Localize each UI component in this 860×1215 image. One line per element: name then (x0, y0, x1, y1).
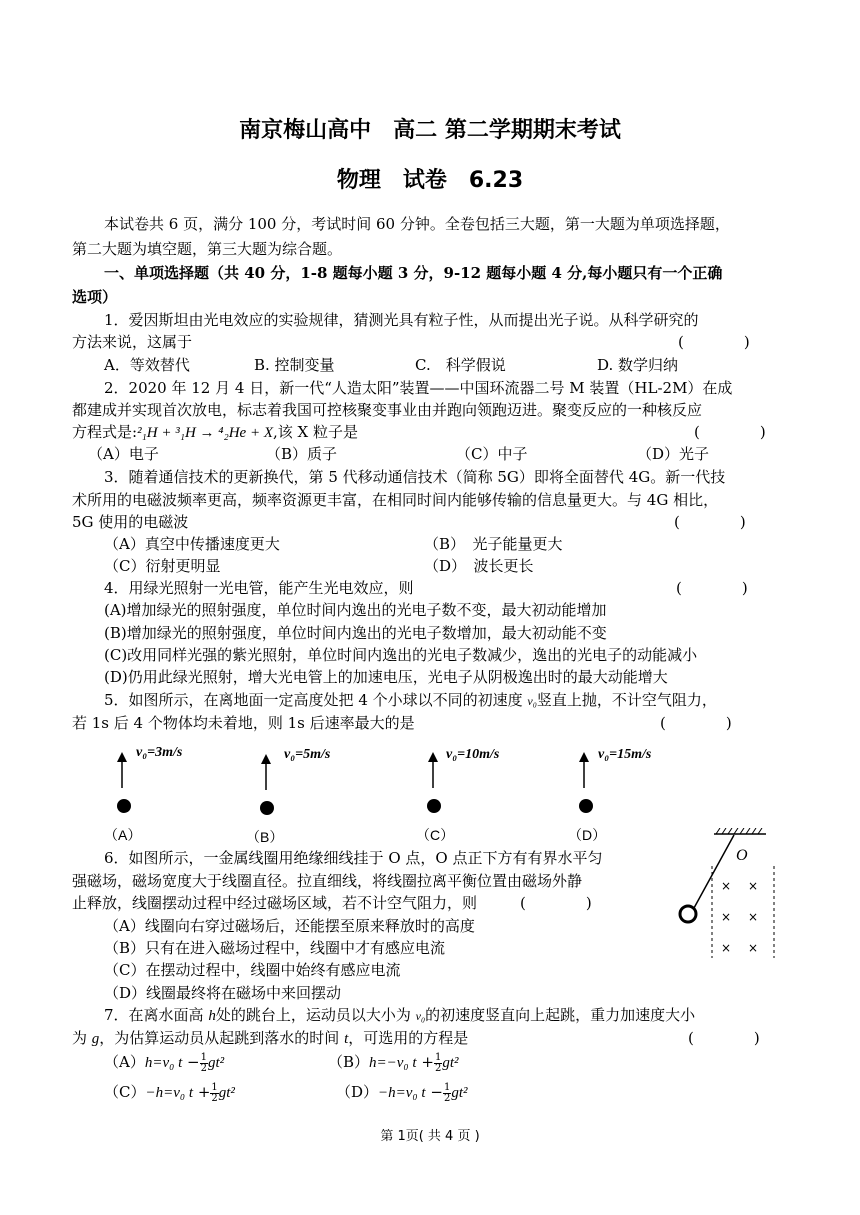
q6-field-mark: × (721, 910, 732, 924)
q5-line-1 (104, 690, 717, 711)
q5-line-2: 若 1s 后 4 个物体均未着地，则 1s 后速率最大的是 (72, 714, 415, 732)
q2-line-1: 2．2020 年 12 月 4 日，新一代“人造太阳”装置——中国环流器二号 M 装置（HL-2M）在成 (104, 379, 733, 397)
q6-field-mark: × (748, 910, 759, 924)
q2-line-3-prefix: 方程式是: (72, 423, 138, 441)
q6-coil (680, 906, 696, 922)
q5-ball-b (246, 747, 331, 845)
q7-fraction-denominator: 2 (200, 1062, 207, 1074)
q5-figure (100, 740, 660, 850)
q6-option-a: （A）线圈向右穿过磁场后，还能摆至原来释放时的高度 (104, 917, 475, 935)
q2-option-a: （A）电子 (88, 445, 159, 463)
q7-option-c-label: （C） (104, 1083, 146, 1101)
q6-line-1: 6．如图所示，一金属线圈用绝缘细线挂于 O 点，O 点正下方有有界水平匀 (104, 849, 603, 867)
q7-line-1 (104, 1005, 695, 1026)
section-heading: 一、单项选择题（共 40 分，1-8 题每小题 3 分，9-12 题每小题 4 分,每小题只有一个正确 (104, 264, 723, 282)
q3-option-c: （C）衍射更明显 (104, 557, 221, 575)
q7-line-1-a: 7．在离水面高 (104, 1006, 204, 1024)
page-footer: 第 1页( 共 4 页 ) (380, 1129, 480, 1144)
q7-option-a-lhs: h=v₀ t (144, 1055, 183, 1071)
q1-option-b: B. 控制变量 (254, 356, 335, 374)
q7-line-1-c: 的初速度竖直向上起跳，重力加速度大小 (425, 1006, 696, 1024)
q6-line-3: 止释放，线圈摆动过程中经过磁场区域，若不计空气阻力，则 (72, 894, 478, 912)
q5-ball-a-velocity: v₀=3m/s (136, 745, 183, 760)
q7-option-b (328, 1052, 458, 1074)
q5-ball-d-velocity: v₀=15m/s (598, 747, 652, 762)
page-subtitle: 物理 试卷 6.23 (336, 168, 524, 193)
q7-h-symbol: h (208, 1008, 216, 1024)
q7-option-a (104, 1052, 224, 1074)
q1-line-1: 1．爱因斯坦由光电效应的实验规律，猜测光具有粒子性，从而提出光子说。从科学研究的 (104, 311, 699, 329)
q5-line-1-text: 5．如图所示，在离地面一定高度处把 4 个小球以不同的初速度 (104, 691, 523, 709)
page-title: 南京梅山高中 高二 第二学期期末考试 (239, 118, 621, 143)
q7-option-a-operator: − (187, 1053, 200, 1071)
q4-option-d: (D)仍用此绿光照射，增大光电管上的加速电压，光电子从阴极逸出时的最大动能增大 (104, 668, 668, 686)
q7-gt2: gt² (442, 1055, 459, 1071)
q7-v0-symbol: v₀ (415, 1009, 426, 1023)
q7-gt2: gt² (218, 1085, 235, 1101)
q7-gt2: gt² (208, 1055, 225, 1071)
q2-line-2: 都建成并实现首次放电，标志着我国可控核聚变事业由并跑向领跑迈进。聚变反应的一种核反应 (72, 401, 703, 419)
q3-option-b: （B） 光子能量更大 (424, 535, 563, 553)
q6-field-mark: × (721, 941, 732, 955)
q5-answer-bracket: ( ) (660, 714, 732, 732)
q4-line-1: 4．用绿光照射一光电管，能产生光电效应，则 (104, 579, 414, 597)
q7-option-d-operator: − (430, 1083, 443, 1101)
q6-field-mark: × (721, 879, 732, 893)
q6-field-mark: × (748, 879, 759, 893)
q5-ball-c-velocity: v₀=10m/s (446, 747, 500, 762)
q1-option-a: A．等效替代 (104, 356, 190, 374)
q3-option-d: （D） 波长更长 (424, 557, 534, 575)
q2-line-3 (72, 422, 358, 443)
q7-line-2-b: ，为估算运动员从起跳到落水的时间 (99, 1029, 340, 1047)
q3-answer-bracket: ( ) (674, 513, 746, 531)
q7-line-2-a: 为 (72, 1029, 88, 1047)
q7-option-b-operator: + (421, 1053, 434, 1071)
q2-line-3-suffix: ,该 X 粒子是 (272, 423, 358, 441)
q6-string (694, 835, 734, 908)
intro-line-1: 本试卷共 6 页，满分 100 分，考试时间 60 分钟。全卷包括三大题，第一大题为单项选择题， (104, 215, 730, 233)
q6-answer-bracket: ( ) (520, 894, 592, 912)
q7-fraction-numerator: 1 (434, 1051, 442, 1063)
q6-pivot-label: O (736, 847, 748, 864)
q7-line-2 (72, 1028, 468, 1049)
q7-option-b-label: （B） (328, 1053, 370, 1071)
q5-ball-b-option: （B） (246, 829, 284, 845)
q7-option-b-lhs: h=−v₀ t (369, 1055, 417, 1071)
q4-option-b: (B)增加绿光的照射强度，单位时间内逸出的光电子数增加，最大初动能不变 (104, 624, 607, 642)
q4-option-a: (A)增加绿光的照射强度，单位时间内逸出的光电子数不变，最大初动能增加 (104, 601, 607, 619)
q6-figure (676, 828, 806, 964)
q2-answer-bracket: ( ) (694, 423, 766, 441)
q6-option-c: （C）在摆动过程中，线圈中始终有感应电流 (104, 961, 401, 979)
q7-option-c-operator: + (197, 1083, 211, 1101)
q2-equation: ²₁H + ³₁H → ⁴₂He + X (137, 425, 273, 441)
q7-fraction-numerator: 1 (211, 1081, 218, 1093)
q7-gt2: gt² (451, 1085, 468, 1101)
q7-option-d-label: （D） (336, 1083, 379, 1101)
q7-line-2-c: ，可选用的方程是 (348, 1029, 469, 1047)
q5-ball-a (104, 745, 183, 843)
q5-line-1-suffix: 竖直上抛，不计空气阻力， (536, 691, 717, 709)
q7-option-d-lhs: −h=v₀ t (378, 1085, 426, 1101)
q7-fraction-denominator: 2 (443, 1092, 451, 1104)
q7-fraction (210, 1083, 218, 1104)
q6-magnetic-field (721, 879, 758, 955)
q2-option-b: （B）质子 (266, 445, 338, 463)
q7-g-symbol: g (91, 1031, 100, 1047)
q5-ball-c (416, 747, 500, 843)
q7-fraction-denominator: 2 (211, 1092, 218, 1104)
q5-ball-d (568, 747, 652, 843)
q1-line-2: 方法来说，这属于 (72, 333, 193, 351)
q6-option-b: （B）只有在进入磁场过程中，线圈中才有感应电流 (104, 939, 446, 957)
q2-option-c: （C）中子 (456, 445, 528, 463)
q6-ceiling-hatch (716, 828, 762, 834)
q6-field-mark: × (748, 941, 759, 955)
q5-ball-b-velocity: v₀=5m/s (284, 747, 331, 762)
q4-option-c: (C)改用同样光强的紫光照射，单位时间内逸出的光电子数减少，逸出的光电子的动能减小 (104, 646, 698, 664)
q7-answer-bracket: ( ) (688, 1029, 760, 1047)
q5-ball-d-option: （D） (568, 827, 607, 843)
section-heading-cont: 选项） (72, 288, 118, 306)
intro-line-2: 第二大题为填空题，第三大题为综合题。 (72, 240, 343, 258)
q3-line-3: 5G 使用的电磁波 (72, 513, 189, 531)
q7-option-c-lhs: −h=v₀ t (145, 1085, 194, 1101)
q7-fraction-denominator: 2 (434, 1062, 442, 1074)
q7-fraction (200, 1053, 208, 1074)
q5-ball-a-option: （A） (104, 827, 142, 843)
q7-fraction-numerator: 1 (200, 1051, 207, 1063)
q3-line-2: 术所用的电磁波频率更高，频率资源更丰富，在相同时间内能够传输的信息量更大。与 4G 相比， (72, 491, 719, 509)
q7-option-a-label: （A） (104, 1053, 145, 1071)
q7-option-d (336, 1082, 467, 1104)
q1-option-c: C. 科学假说 (415, 356, 506, 374)
q7-option-c (104, 1082, 235, 1104)
q1-answer-bracket: ( ) (678, 333, 750, 351)
q7-t-symbol: t (344, 1031, 349, 1047)
q5-ball-c-option: （C） (416, 827, 455, 843)
q5-v0-symbol: v₀ (527, 694, 537, 708)
q7-line-1-b: 处的跳台上，运动员以大小为 (215, 1006, 411, 1024)
q1-option-d: D. 数学归纳 (597, 356, 679, 374)
q4-answer-bracket: ( ) (676, 579, 748, 597)
q6-line-2: 强磁场，磁场宽度大于线圈直径。拉直细线，将线圈拉离平衡位置由磁场外静 (72, 872, 583, 890)
q6-option-d: （D）线圈最终将在磁场中来回摆动 (104, 984, 342, 1002)
q3-line-1: 3．随着通信技术的更新换代，第 5 代移动通信技术（简称 5G）即将全面替代 4G。新一代技 (104, 468, 726, 486)
q3-option-a: （A）真空中传播速度更大 (104, 535, 280, 553)
q2-option-d: （D）光子 (637, 445, 710, 463)
q7-fraction-numerator: 1 (443, 1081, 451, 1093)
